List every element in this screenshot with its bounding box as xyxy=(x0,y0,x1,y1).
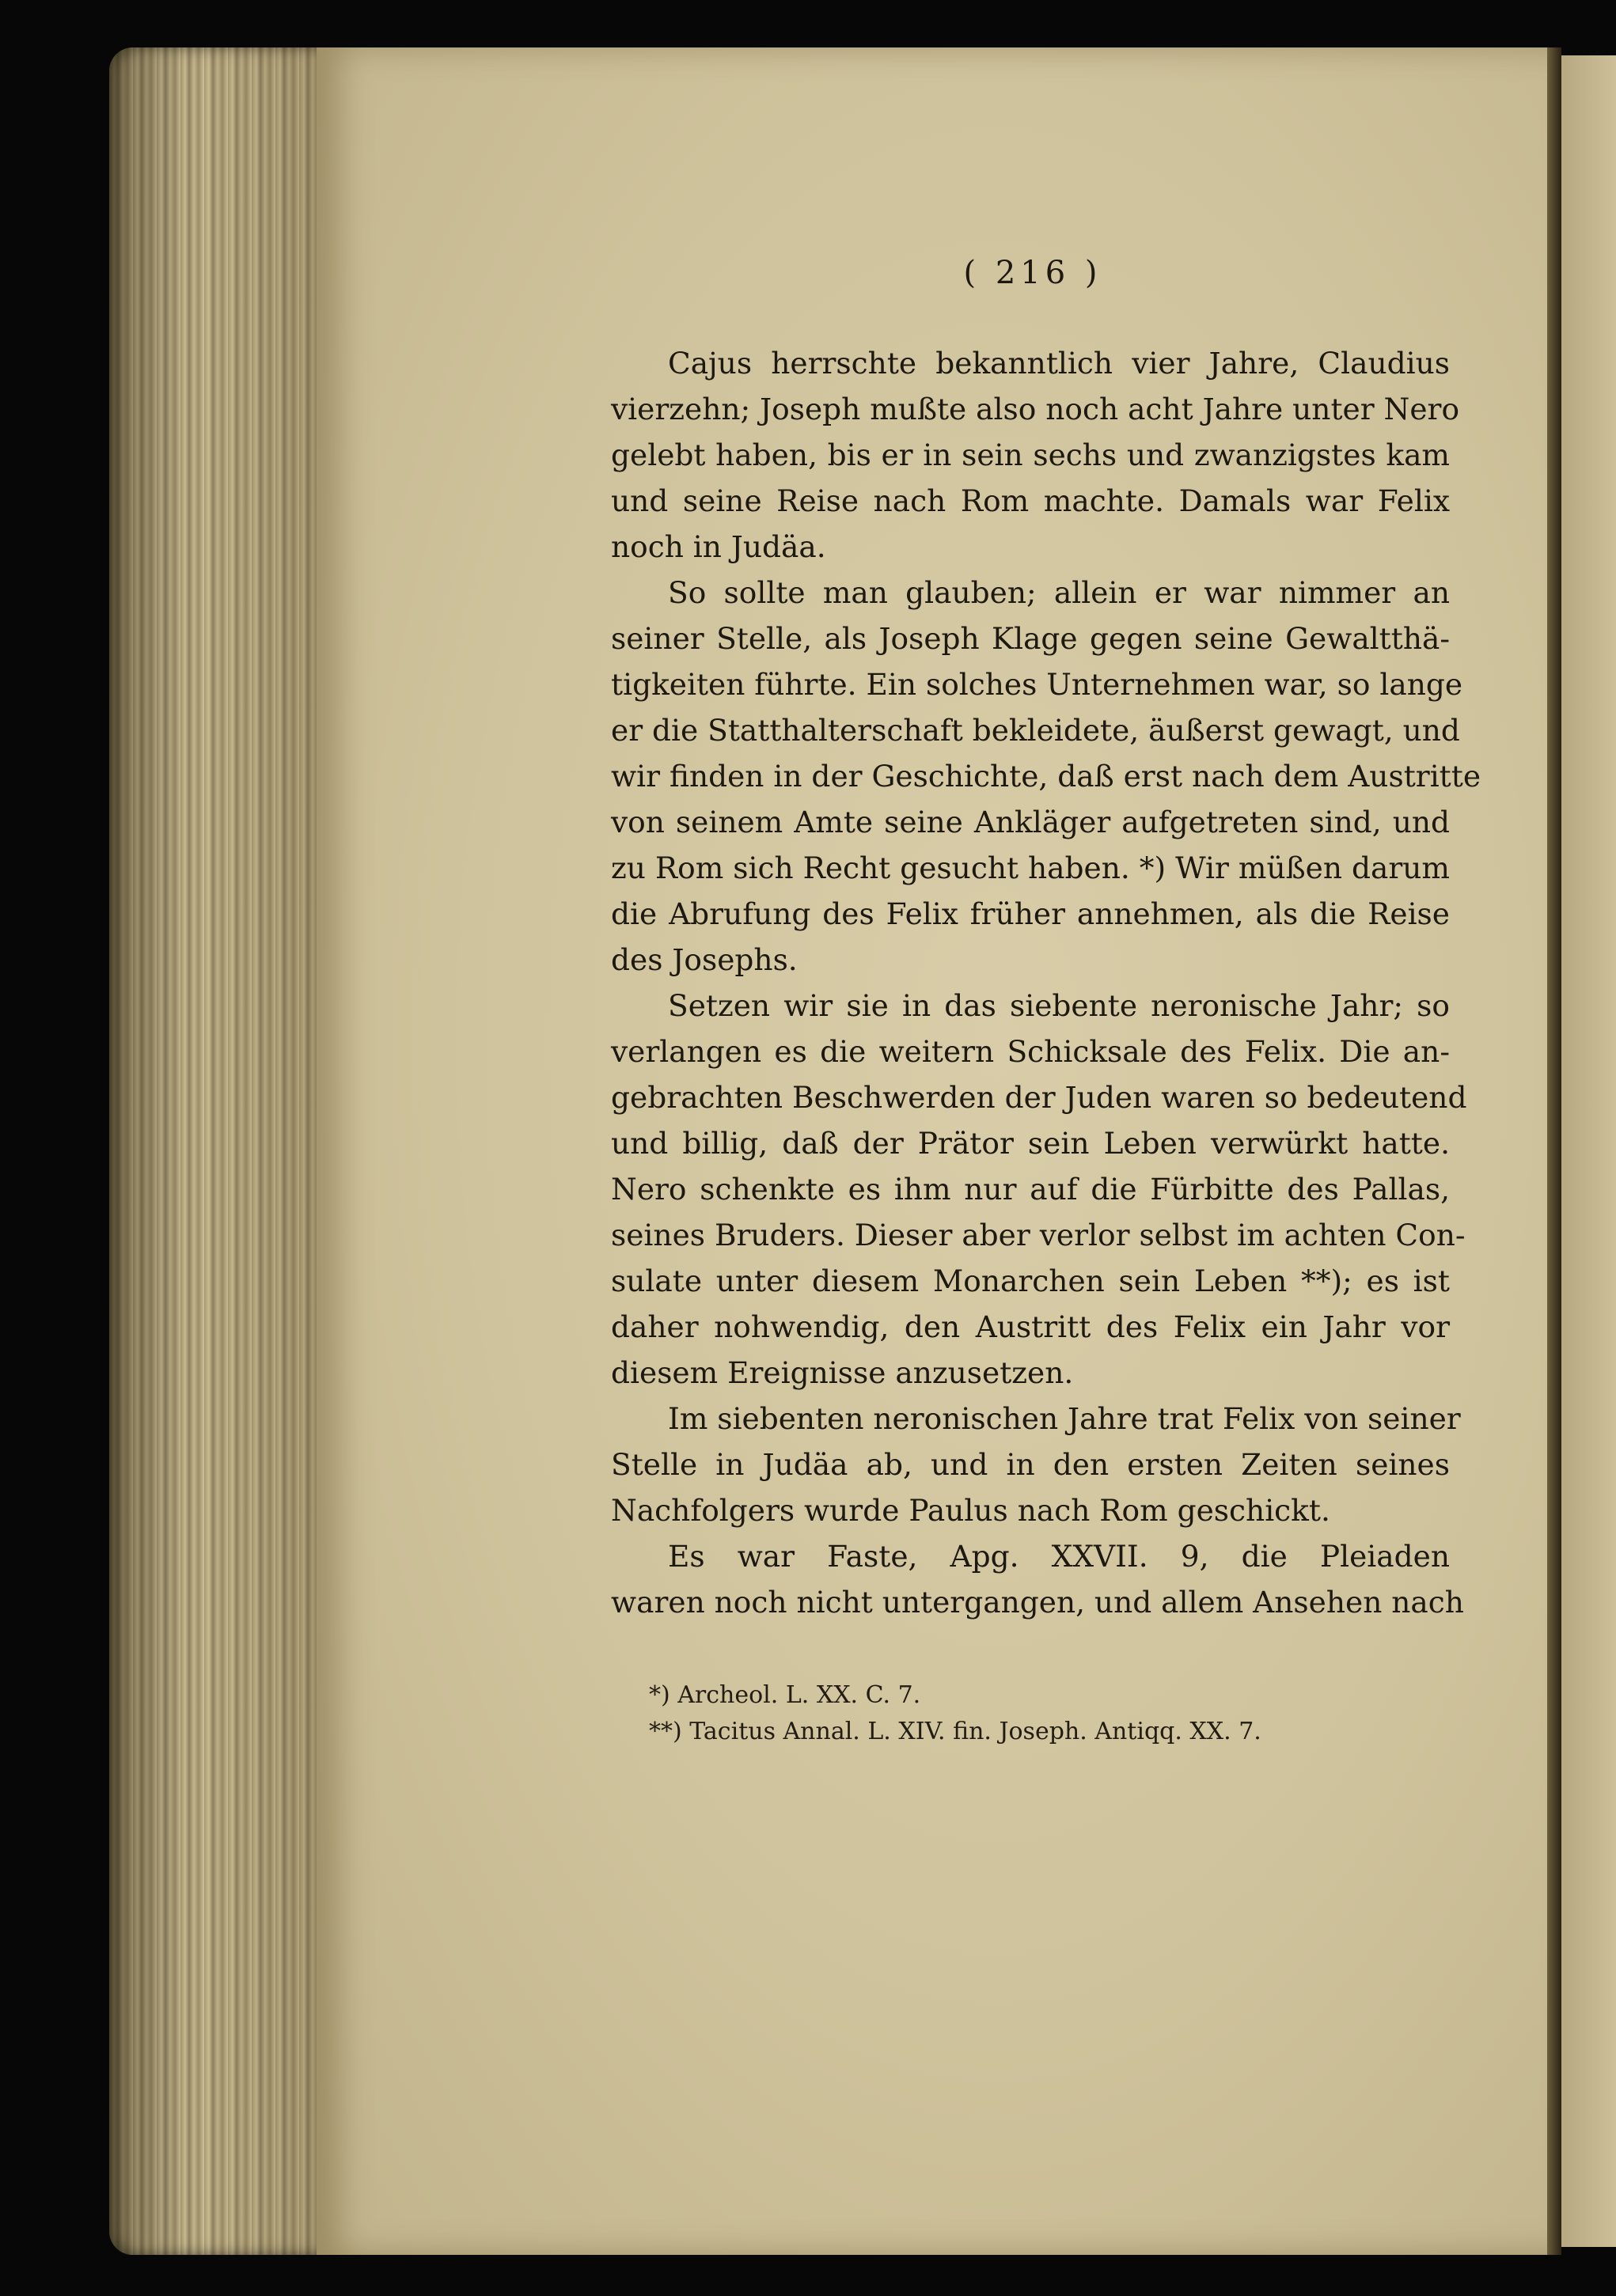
page-edge-shadow xyxy=(109,47,347,2255)
text-line: So sollte man glauben; allein er war nimmer an xyxy=(668,575,1450,610)
text-line: waren noch nicht untergangen, und allem Ansehen nach xyxy=(611,1585,1464,1620)
text-line: Im siebenten neronischen Jahre trat Felix von seiner xyxy=(668,1401,1461,1436)
text-line: noch in Judäa. xyxy=(611,529,826,564)
text-line: wir finden in der Geschichte, daß erst nach dem Austritte xyxy=(611,759,1481,794)
text-line: er die Statthalterschaft bekleidete, äußerst gewagt, und xyxy=(611,713,1460,748)
text-line: die Abrufung des Felix früher annehmen, als die Reise xyxy=(611,896,1450,931)
text-line: sulate unter diesem Monarchen sein Leben **); es ist xyxy=(611,1264,1450,1298)
text-line: Setzen wir sie in das siebente neronische Jahr; so xyxy=(668,988,1450,1023)
text-line: Es war Faste, Apg. XXVII. 9, die Pleiaden xyxy=(668,1539,1450,1574)
text-line: des Josephs. xyxy=(611,942,798,977)
text-line: vierzehn; Joseph mußte also noch acht Jahre unter Nero xyxy=(611,392,1460,426)
footnotes xyxy=(649,1677,1424,1750)
text-line: Stelle in Judäa ab, und in den ersten Zeiten seines xyxy=(611,1447,1450,1482)
text-line: und seine Reise nach Rom machte. Damals war Felix xyxy=(611,483,1450,518)
text-line: Nachfolgers wurde Paulus nach Rom geschickt. xyxy=(611,1493,1330,1528)
page-number: ( 216 ) xyxy=(963,255,1102,291)
text-line: von seinem Amte seine Ankläger aufgetreten sind, und xyxy=(611,805,1450,839)
text-line: Cajus herrschte bekanntlich vier Jahre, Claudius xyxy=(668,346,1450,381)
text-line: daher nohwendig, den Austritt des Felix ein Jahr vor xyxy=(611,1309,1450,1344)
adjacent-page-sliver xyxy=(1561,55,1616,2247)
footnote: **) Tacitus Annal. L. XIV. fin. Joseph. Antiqq. XX. 7. xyxy=(649,1718,1261,1745)
text-line: gebrachten Beschwerden der Juden waren so bedeutend xyxy=(611,1080,1467,1115)
text-line: tigkeiten führte. Ein solches Unternehmen war, so lange xyxy=(611,667,1463,702)
text-line: seines Bruders. Dieser aber verlor selbst im achten Con- xyxy=(611,1218,1466,1252)
text-line: Nero schenkte es ihm nur auf die Fürbitte des Pallas, xyxy=(611,1172,1450,1207)
book-gutter xyxy=(1547,47,1561,2255)
footnote: *) Archeol. L. XX. C. 7. xyxy=(649,1681,921,1709)
text-line: verlangen es die weitern Schicksale des Felix. Die an- xyxy=(611,1034,1450,1069)
body-lines xyxy=(611,340,1481,1625)
text-line: gelebt haben, bis er in sein sechs und zwanzigstes kam xyxy=(611,438,1450,472)
text-line: diesem Ereignisse anzusetzen. xyxy=(611,1355,1074,1390)
text-line: zu Rom sich Recht gesucht haben. *) Wir müßen darum xyxy=(611,851,1450,885)
text-line: seiner Stelle, als Joseph Klage gegen seine Gewaltthä- xyxy=(611,621,1450,656)
text-line: und billig, daß der Prätor sein Leben verwürkt hatte. xyxy=(611,1126,1450,1161)
